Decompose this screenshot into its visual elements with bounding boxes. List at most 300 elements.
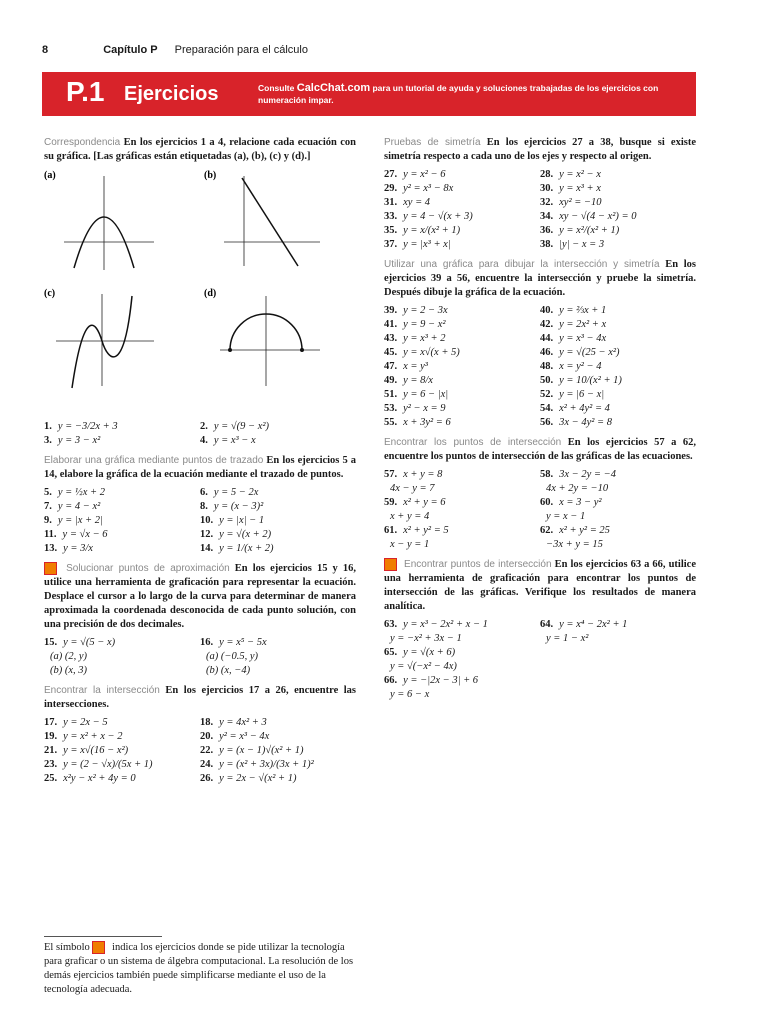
exercise-equation: x + y = 4 xyxy=(390,511,430,522)
exercise-number: 28. xyxy=(540,169,554,180)
exercise-equation: y = ⅔x + 1 xyxy=(559,305,607,316)
exercise-equation: y² = x³ − 8x xyxy=(403,183,454,194)
exercise-number: 34. xyxy=(540,211,554,222)
exercise-number: 1. xyxy=(44,421,52,432)
exercise-number: 63. xyxy=(384,619,398,630)
exercise-equation: y² = x³ − 4x xyxy=(219,731,270,742)
exercise-equation: y = x³ + x xyxy=(559,183,601,194)
exercise-row xyxy=(384,196,696,210)
exercise-row xyxy=(384,318,696,332)
exercise-equation: x² + 4y² = 4 xyxy=(559,403,610,414)
exercise-equation: y = x² − x xyxy=(559,169,601,180)
exercise-row xyxy=(384,660,696,674)
section-interseccion xyxy=(44,684,356,712)
left-column xyxy=(44,136,356,786)
section-instructions: En los ejercicios 27 a 38, busque si existe simetría respecto a cada uno de los ejes y respecto al origen. xyxy=(384,137,696,162)
exercise-equation: y = 1/(x + 2) xyxy=(219,543,274,554)
exercise-item xyxy=(540,374,696,388)
exercise-equation: 3x − 2y = −4 xyxy=(559,469,616,480)
exercise-item xyxy=(44,636,200,650)
exercise-equation: xy − √(4 − x²) = 0 xyxy=(559,211,637,222)
exercise-equation: y = |x + 2| xyxy=(57,515,103,526)
exercise-item xyxy=(200,542,356,556)
exercise-row xyxy=(384,688,696,702)
exercise-equation: y = −|2x − 3| + 6 xyxy=(403,675,479,686)
exercise-item xyxy=(384,468,540,482)
exercise-row xyxy=(384,468,696,482)
exercise-number: 61. xyxy=(384,525,398,536)
exercise-row xyxy=(384,374,696,388)
exercise-equation: x = y² − 4 xyxy=(559,361,602,372)
exercise-number: 22. xyxy=(200,745,214,756)
exercise-item xyxy=(540,388,696,402)
exercise-row xyxy=(44,528,356,542)
exercise-item xyxy=(540,402,696,416)
exercise-equation: 4x − y = 7 xyxy=(390,483,435,494)
exercise-number: 62. xyxy=(540,525,554,536)
exercise-number: 66. xyxy=(384,675,398,686)
exercise-equation: y = 4 − x² xyxy=(57,501,101,512)
exercise-number: 46. xyxy=(540,347,554,358)
exercise-number: 29. xyxy=(384,183,398,194)
graph-label-b: (b) xyxy=(204,170,217,181)
exercise-row xyxy=(384,304,696,318)
exercise-list-1-4 xyxy=(44,420,356,448)
exercise-equation: xy = 4 xyxy=(403,197,431,208)
section-heading: Encontrar puntos de intersección xyxy=(404,559,552,570)
exercise-row xyxy=(384,496,696,510)
running-header xyxy=(42,44,308,56)
exercise-number: 44. xyxy=(540,333,554,344)
section-heading: Pruebas de simetría xyxy=(384,137,481,148)
footnote-text: indica los ejercicios donde se pide utilizar la tecnología para graficar o un sistema de álgebra computacional. La resolución de los demás ejercicios también puede simplificarse mediante el uso de la tecnología adecuada. xyxy=(44,942,354,995)
section-heading: Correspondencia xyxy=(44,137,121,148)
exercise-number: 35. xyxy=(384,225,398,236)
chapter-title: Preparación para el cálculo xyxy=(174,44,308,56)
exercise-number: 42. xyxy=(540,319,554,330)
exercise-item xyxy=(44,500,200,514)
exercise-row xyxy=(44,664,356,678)
exercise-number: 18. xyxy=(200,717,214,728)
exercise-number: 65. xyxy=(384,647,398,658)
exercise-equation: y = √(−x² − 4x) xyxy=(390,661,457,672)
exercise-item xyxy=(384,674,540,688)
exercise-equation: y = x − 1 xyxy=(546,511,586,522)
exercise-equation: |y| − x = 3 xyxy=(559,239,605,250)
exercise-item xyxy=(200,716,356,730)
section-grafica-interseccion xyxy=(384,258,696,300)
exercise-item xyxy=(200,772,356,786)
exercise-row xyxy=(44,636,356,650)
exercise-row xyxy=(44,650,356,664)
section-instructions: En los ejercicios 1 a 4, relacione cada ecuación con su gráfica. [Las gráficas están etiquetadas (a), (b), (c) y (d).] xyxy=(44,137,356,162)
exercise-equation: y = 8/x xyxy=(403,375,433,386)
exercise-equation: y = 6 − x xyxy=(390,689,430,700)
exercise-item xyxy=(44,486,200,500)
exercise-equation: y = √(25 − x²) xyxy=(559,347,620,358)
exercise-equation: y = −x² + 3x − 1 xyxy=(390,633,462,644)
section-instructions: En los ejercicios 57 a 62, encuentre los puntos de intersección de las gráficas de las ecuaciones. xyxy=(384,437,696,462)
exercise-equation: y = 5 − 2x xyxy=(213,487,259,498)
exercise-number: 58. xyxy=(540,469,554,480)
exercise-equation: y = x² − 6 xyxy=(403,169,446,180)
exercise-number: 33. xyxy=(384,211,398,222)
graphing-tool-icon xyxy=(384,558,397,571)
section-heading: Encontrar los puntos de intersección xyxy=(384,437,562,448)
section-puntos-interseccion-tech xyxy=(384,558,696,614)
exercise-equation: y = 3 − x² xyxy=(57,435,101,446)
exercise-equation: y = 2 − 3x xyxy=(403,305,448,316)
exercise-number: 55. xyxy=(384,417,398,428)
exercise-item xyxy=(384,360,540,374)
exercise-number: 25. xyxy=(44,773,58,784)
exercise-number: 52. xyxy=(540,389,554,400)
exercise-item xyxy=(384,618,540,632)
section-aproximacion xyxy=(44,562,356,632)
exercise-number: 24. xyxy=(200,759,214,770)
exercise-number: 45. xyxy=(384,347,398,358)
exercise-item xyxy=(384,346,540,360)
exercise-number: 23. xyxy=(44,759,58,770)
exercise-item xyxy=(540,674,696,688)
section-number: P.1 xyxy=(66,76,105,107)
exercise-number: 12. xyxy=(200,529,214,540)
exercise-row xyxy=(44,434,356,448)
exercise-item xyxy=(540,524,696,538)
graph-panel xyxy=(44,168,356,420)
note-prefix: Consulte xyxy=(258,83,295,93)
exercise-number: 50. xyxy=(540,375,554,386)
graph-label-a: (a) xyxy=(44,170,56,181)
calcchat-link[interactable]: CalcChat.com xyxy=(296,82,371,94)
exercise-item xyxy=(200,730,356,744)
exercise-item xyxy=(540,224,696,238)
exercise-row xyxy=(384,210,696,224)
exercise-list-17-26 xyxy=(44,716,356,786)
exercise-item xyxy=(200,528,356,542)
exercise-item xyxy=(44,514,200,528)
footnote xyxy=(44,941,356,997)
section-instructions: En los ejercicios 39 a 56, encuentre la intersección y pruebe la simetría. Después dibuje la gráfica de la ecuación. xyxy=(384,259,696,298)
exercise-item xyxy=(540,360,696,374)
exercise-item xyxy=(200,420,356,434)
exercise-equation: y = √(9 − x²) xyxy=(213,421,270,432)
section-instructions: En los ejercicios 63 a 66, utilice una herramienta de graficación para encontrar los puntos de intersección de las gráficas. Verifique los resultados de manera analítica. xyxy=(384,559,696,612)
exercise-item xyxy=(200,636,356,650)
exercise-item xyxy=(540,632,696,646)
exercise-number: 19. xyxy=(44,731,58,742)
exercise-equation: x² + y² = 25 xyxy=(559,525,610,536)
exercise-item xyxy=(200,500,356,514)
exercise-number: 16. xyxy=(200,637,214,648)
exercise-row xyxy=(384,510,696,524)
exercise-number: 49. xyxy=(384,375,398,386)
exercise-number: 30. xyxy=(540,183,554,194)
exercise-equation: x = y³ xyxy=(403,361,428,372)
exercise-item xyxy=(384,660,540,674)
exercise-row xyxy=(384,632,696,646)
exercise-row xyxy=(384,182,696,196)
exercise-item xyxy=(44,420,200,434)
exercise-item xyxy=(540,416,696,430)
exercise-row xyxy=(384,224,696,238)
exercise-equation: x + 3y² = 6 xyxy=(403,417,451,428)
exercise-item xyxy=(540,688,696,702)
exercise-item xyxy=(540,660,696,674)
exercise-equation: (a) (2, y) xyxy=(50,651,88,662)
exercise-item xyxy=(44,758,200,772)
exercise-equation: y = 10/(x² + 1) xyxy=(559,375,622,386)
exercise-item xyxy=(384,632,540,646)
chapter-label: Capítulo P xyxy=(103,44,158,56)
exercise-number: 38. xyxy=(540,239,554,250)
exercise-number: 15. xyxy=(44,637,58,648)
exercise-row xyxy=(384,238,696,252)
exercise-item xyxy=(384,482,540,496)
exercise-item xyxy=(384,416,540,430)
exercise-item xyxy=(540,168,696,182)
graph-label-d: (d) xyxy=(204,288,217,299)
exercise-equation: y² − x = 9 xyxy=(403,403,446,414)
exercise-item xyxy=(384,538,540,552)
exercise-item xyxy=(384,374,540,388)
exercise-equation: x² + y = 6 xyxy=(403,497,446,508)
exercise-equation: −3x + y = 15 xyxy=(546,539,603,550)
exercise-row xyxy=(384,618,696,632)
exercise-item xyxy=(540,646,696,660)
exercise-item xyxy=(384,402,540,416)
exercise-item xyxy=(44,716,200,730)
exercise-equation: x + y = 8 xyxy=(403,469,443,480)
exercise-item xyxy=(540,618,696,632)
exercise-item xyxy=(384,168,540,182)
exercise-item xyxy=(44,528,200,542)
exercise-number: 2. xyxy=(200,421,208,432)
exercise-item xyxy=(200,514,356,528)
exercise-number: 10. xyxy=(200,515,214,526)
exercise-item xyxy=(44,664,200,678)
exercise-number: 32. xyxy=(540,197,554,208)
exercise-number: 41. xyxy=(384,319,398,330)
exercise-number: 3. xyxy=(44,435,52,446)
exercise-number: 11. xyxy=(44,529,57,540)
exercise-item xyxy=(200,664,356,678)
exercise-item xyxy=(384,646,540,660)
exercise-row xyxy=(44,716,356,730)
exercise-number: 43. xyxy=(384,333,398,344)
exercise-item xyxy=(384,688,540,702)
graph-b xyxy=(204,168,324,283)
right-column xyxy=(384,136,696,702)
exercise-row xyxy=(384,346,696,360)
exercise-equation: y = |x| − 1 xyxy=(219,515,265,526)
section-heading: Solucionar puntos de aproximación xyxy=(66,563,230,574)
exercise-equation: y = x³ + 2 xyxy=(403,333,446,344)
exercise-equation: x − y = 1 xyxy=(390,539,430,550)
exercise-equation: y = 2x² + x xyxy=(559,319,607,330)
exercise-row xyxy=(44,420,356,434)
exercise-item xyxy=(384,224,540,238)
exercise-list-27-38 xyxy=(384,168,696,252)
exercise-item xyxy=(384,388,540,402)
exercise-item xyxy=(384,304,540,318)
exercise-item xyxy=(384,332,540,346)
section-puntos-interseccion xyxy=(384,436,696,464)
exercise-equation: y = √x − 6 xyxy=(62,529,108,540)
exercise-equation: y = (x − 1)√(x² + 1) xyxy=(219,745,304,756)
exercise-item xyxy=(540,238,696,252)
exercise-equation: y = x³ − x xyxy=(213,435,256,446)
exercise-row xyxy=(384,646,696,660)
exercise-equation: y = |6 − x| xyxy=(559,389,605,400)
footnote-rule xyxy=(44,936,162,937)
note-text: para un tutorial de ayuda y soluciones trabajadas de los ejercicios con numeración impar. xyxy=(258,83,659,105)
exercise-number: 7. xyxy=(44,501,52,512)
exercise-item xyxy=(540,304,696,318)
exercise-equation: 3x − 4y² = 8 xyxy=(559,417,613,428)
exercise-number: 17. xyxy=(44,717,58,728)
section-instructions: En los ejercicios 5 a 14, elabore la gráfica de la ecuación mediante el trazado de puntos. xyxy=(44,455,356,480)
exercise-equation: y = √(5 − x) xyxy=(63,637,116,648)
exercise-equation: y = x³ − 2x² + x − 1 xyxy=(403,619,488,630)
exercise-item xyxy=(540,332,696,346)
exercise-item xyxy=(540,318,696,332)
exercise-number: 6. xyxy=(200,487,208,498)
exercise-item xyxy=(384,210,540,224)
exercise-row xyxy=(384,416,696,430)
exercise-row xyxy=(44,486,356,500)
exercise-equation: y = x²/(x² + 1) xyxy=(559,225,620,236)
exercise-list-57-62 xyxy=(384,468,696,552)
exercise-row xyxy=(44,500,356,514)
exercise-item xyxy=(384,510,540,524)
exercise-item xyxy=(540,496,696,510)
exercise-item xyxy=(384,496,540,510)
exercise-item xyxy=(44,542,200,556)
exercise-equation: y = (x − 3)² xyxy=(213,501,264,512)
exercise-equation: (b) (x, −4) xyxy=(206,665,251,676)
exercise-equation: y = ½x + 2 xyxy=(57,487,105,498)
exercise-number: 4. xyxy=(200,435,208,446)
section-puntos-trazado xyxy=(44,454,356,482)
exercise-equation: y = 4x² + 3 xyxy=(219,717,267,728)
exercise-item xyxy=(384,238,540,252)
exercise-equation: (b) (x, 3) xyxy=(50,665,88,676)
exercise-number: 5. xyxy=(44,487,52,498)
exercise-equation: xy² = −10 xyxy=(559,197,602,208)
exercise-row xyxy=(44,744,356,758)
section-instructions: En los ejercicios 15 y 16, utilice una herramienta de graficación para representar la ecuación. Desplace el cursor a lo largo de la curva para determinar de manera aproximada la coordenada desconocida de cada punto solución, con una precisión de dos decimales. xyxy=(44,563,356,630)
exercise-number: 56. xyxy=(540,417,554,428)
section-heading: Encontrar la intersección xyxy=(44,685,160,696)
exercise-item xyxy=(200,758,356,772)
exercise-equation: x = 3 − y² xyxy=(559,497,602,508)
exercise-number: 39. xyxy=(384,305,398,316)
exercise-number: 57. xyxy=(384,469,398,480)
exercise-number: 47. xyxy=(384,361,398,372)
exercise-equation: y = x√(x + 5) xyxy=(403,347,460,358)
exercise-row xyxy=(384,402,696,416)
exercise-number: 53. xyxy=(384,403,398,414)
exercise-row xyxy=(384,168,696,182)
exercise-number: 36. xyxy=(540,225,554,236)
exercise-equation: y = x√(16 − x²) xyxy=(63,745,129,756)
exercise-row xyxy=(384,674,696,688)
exercise-list-63-66 xyxy=(384,618,696,702)
exercise-number: 64. xyxy=(540,619,554,630)
section-heading: Utilizar una gráfica para dibujar la intersección y simetría xyxy=(384,259,660,270)
exercise-item xyxy=(540,196,696,210)
graph-label-c: (c) xyxy=(44,288,56,299)
exercise-item xyxy=(384,182,540,196)
graphing-tool-icon xyxy=(92,941,105,954)
exercise-number: 48. xyxy=(540,361,554,372)
exercise-item xyxy=(44,772,200,786)
exercise-number: 9. xyxy=(44,515,52,526)
exercise-equation: y = x⁴ − 2x² + 1 xyxy=(559,619,628,630)
exercise-number: 54. xyxy=(540,403,554,414)
exercise-number: 20. xyxy=(200,731,214,742)
exercise-item xyxy=(540,210,696,224)
exercise-list-15-16 xyxy=(44,636,356,678)
exercise-row xyxy=(384,360,696,374)
exercise-item xyxy=(384,318,540,332)
exercise-equation: y = 2x − √(x² + 1) xyxy=(219,773,297,784)
exercise-row xyxy=(384,482,696,496)
exercise-list-39-56 xyxy=(384,304,696,430)
exercise-item xyxy=(540,468,696,482)
exercise-row xyxy=(44,730,356,744)
exercise-item xyxy=(200,650,356,664)
exercise-equation: y = √(x + 2) xyxy=(219,529,272,540)
exercise-item xyxy=(44,650,200,664)
section-heading: Elaborar una gráfica mediante puntos de trazado xyxy=(44,455,264,466)
exercise-equation: y = x³ − 4x xyxy=(559,333,607,344)
exercise-number: 8. xyxy=(200,501,208,512)
exercise-equation: x² + y² = 5 xyxy=(403,525,449,536)
exercise-equation: y = (2 − √x)/(5x + 1) xyxy=(63,759,153,770)
exercise-item xyxy=(540,510,696,524)
exercise-equation: y = |x³ + x| xyxy=(403,239,451,250)
graph-a xyxy=(44,168,154,283)
exercise-equation: y = x² + x − 2 xyxy=(63,731,123,742)
exercise-number: 27. xyxy=(384,169,398,180)
exercise-equation: y = x/(x² + 1) xyxy=(403,225,461,236)
exercise-banner xyxy=(42,72,696,116)
exercise-number: 21. xyxy=(44,745,58,756)
exercise-number: 31. xyxy=(384,197,398,208)
exercise-row xyxy=(384,524,696,538)
exercise-item xyxy=(44,434,200,448)
exercise-row xyxy=(44,542,356,556)
section-simetria xyxy=(384,136,696,164)
exercise-equation: y = 3/x xyxy=(63,543,93,554)
section-instructions: En los ejercicios 17 a 26, encuentre las intersecciones. xyxy=(44,685,357,710)
footnote-prefix: El símbolo xyxy=(44,942,90,953)
exercise-number: 60. xyxy=(540,497,554,508)
exercise-equation: x²y − x² + 4y = 0 xyxy=(63,773,136,784)
exercise-number: 51. xyxy=(384,389,398,400)
exercise-item xyxy=(200,434,356,448)
banner-title: Ejercicios xyxy=(124,83,219,105)
exercise-number: 13. xyxy=(44,543,58,554)
exercise-equation: y = 2x − 5 xyxy=(63,717,108,728)
exercise-number: 40. xyxy=(540,305,554,316)
exercise-equation: y = 6 − |x| xyxy=(403,389,449,400)
graph-d xyxy=(204,286,324,401)
exercise-row xyxy=(384,332,696,346)
graphing-tool-icon xyxy=(44,562,57,575)
